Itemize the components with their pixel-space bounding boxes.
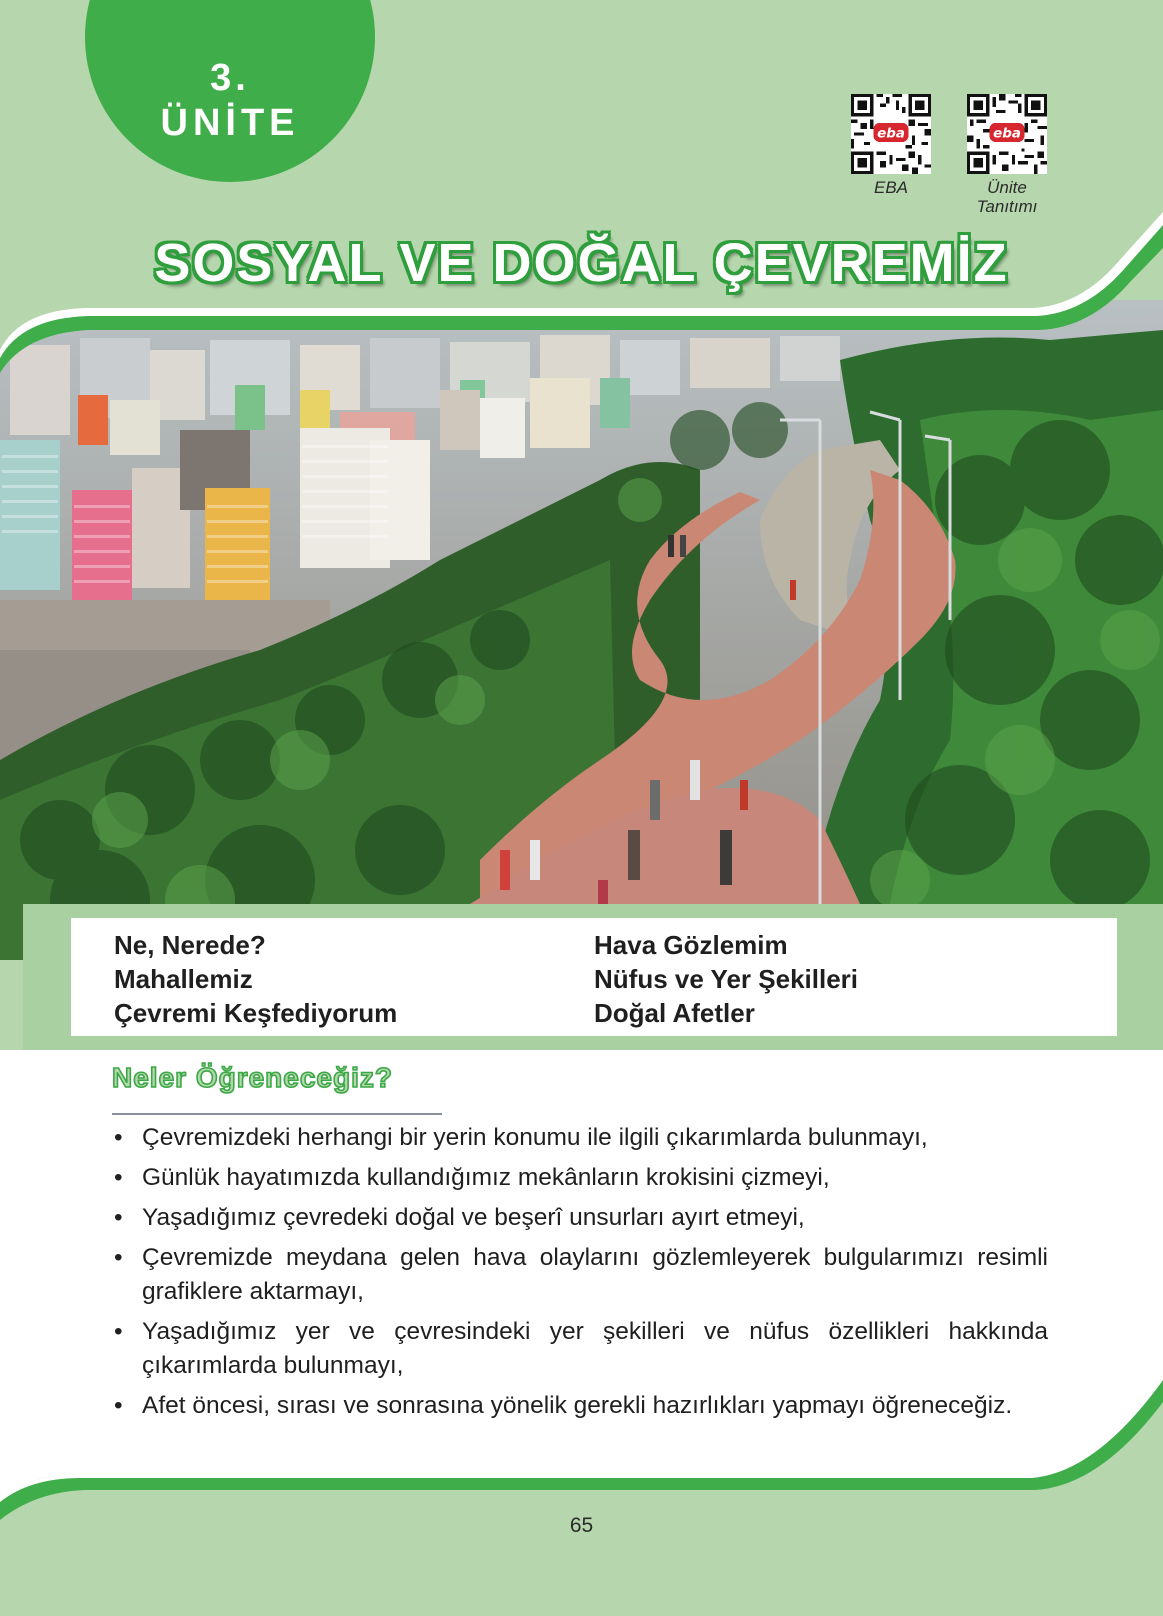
- learn-item: • Yaşadığımız çevredeki doğal ve beşerî unsurları ayırt etmeyi,: [112, 1201, 1048, 1235]
- qr-badge-text: eba: [993, 126, 1021, 142]
- topics-right-list: [594, 928, 858, 1030]
- learn-heading: Neler Öğreneceğiz?: [112, 1062, 393, 1093]
- unit-word: ÜNİTE: [160, 102, 300, 144]
- unit-title: SOSYAL VE DOĞAL ÇEVREMİZ: [154, 233, 1009, 293]
- learn-item: • Çevremizde meydana gelen hava olaylarını gözlemleyerek bulgularımızı resimli grafiklere aktarmayı,: [112, 1241, 1048, 1309]
- topic-item: Nüfus ve Yer Şekilleri: [594, 964, 858, 994]
- topic-item: Çevremi Keşfediyorum: [114, 998, 398, 1028]
- page-number: 65: [569, 1514, 594, 1537]
- topics-box: [71, 918, 1117, 1036]
- topic-item: Doğal Afetler: [594, 998, 755, 1028]
- learn-item: • Çevremizdeki herhangi bir yerin konumu ile ilgili çıkarımlarda bulunmayı,: [112, 1121, 1048, 1155]
- heading-divider: [112, 1113, 442, 1115]
- learn-item: • Günlük hayatımızda kullandığımız mekânların krokisini çizmeyi,: [112, 1161, 1048, 1195]
- learn-list: [112, 1121, 1048, 1429]
- qr-label-eba: EBA: [873, 178, 909, 197]
- topic-item: Hava Gözlemim: [594, 930, 788, 960]
- topic-item: Ne, Nerede?: [114, 930, 266, 960]
- qr-label-unite-tanitimi: Ünite Tanıtımı: [976, 178, 1038, 216]
- topic-item: Mahallemiz: [114, 964, 253, 994]
- topics-left-list: [114, 928, 397, 1030]
- learn-item: • Yaşadığımız yer ve çevresindeki yer şekilleri ve nüfus özellikleri hakkında çıkarımlarda bulunmayı,: [112, 1315, 1048, 1383]
- qr-badge-text: eba: [877, 126, 905, 142]
- learn-item: • Afet öncesi, sırası ve sonrasına yönelik gerekli hazırlıkları yapmayı öğreneceğiz.: [112, 1389, 1048, 1423]
- unit-number: 3.: [210, 57, 250, 99]
